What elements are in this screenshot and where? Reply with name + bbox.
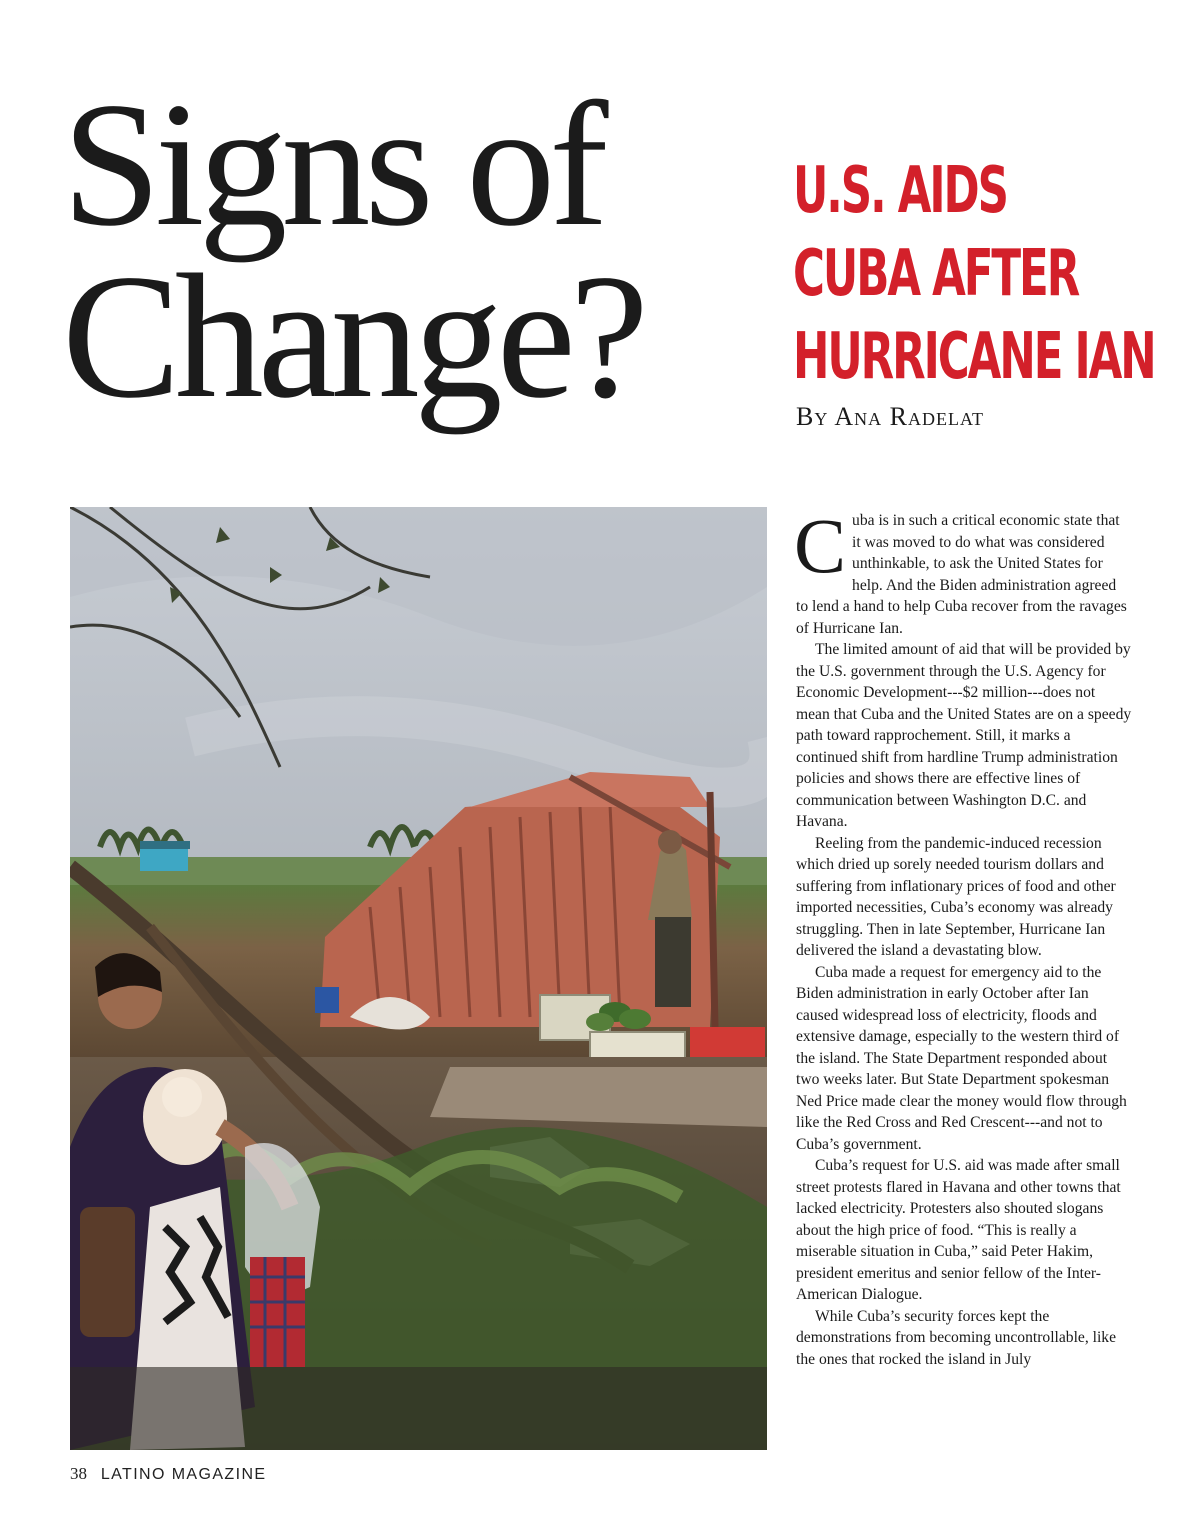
article-paragraph: Cuba made a request for emergency aid to the Biden administration in early October after Ian caused widespread loss of electricity, floods and extensive damage, especially to the western third of the island. The State Department responded about two weeks later. But State Department spokesman Ned Price made clear the money would flow through like the Red Cross and Red Crescent---and not to Cuba’s government.	[796, 963, 1127, 1153]
headline-line-1: Signs of	[62, 65, 603, 263]
article-paragraph: The limited amount of aid that will be provided by the U.S. government through the U.S. Agency for Economic Development---$2 million---does not mean that Cuba and the United States are on a speedy path toward rapprochement. Still, it marks a continued shift from hardline Trump administration policies and shows there are effective lines of communication between Washington D.C. and Havana.	[796, 641, 1132, 830]
article-paragraph: Cuba’s request for U.S. aid was made after small street protests flared in Havana and other towns that lacked electricity. Protesters also shouted slogans about the high price of food. “This is really a miserable situation in Cuba,” said Peter Hakim, president emeritus and senior fellow of the Inter-American Dialogue.	[796, 1157, 1121, 1303]
article-paragraph	[794, 502, 1132, 639]
drop-cap: C	[794, 502, 847, 589]
subheadline	[793, 150, 1155, 399]
subheadline-line-1: U.S. AIDS	[793, 154, 1007, 228]
subheadline-line-3: HURRICANE IAN	[793, 320, 1155, 394]
subheadline-line-2: CUBA AFTER	[793, 237, 1079, 311]
byline: By Ana Radelat	[796, 402, 985, 431]
page-footer	[70, 1464, 266, 1484]
article-paragraph: While Cuba’s security forces kept the demonstrations from becoming uncontrollable, like the ones that rocked the island in July	[796, 1307, 1117, 1368]
headline-line-2: Change?	[62, 237, 643, 435]
article-paragraph: Reeling from the pandemic-induced recession which dried up sorely needed tourism dollars and suffering from inflationary prices of food and other imported necessities, Cuba’s economy was already struggling. Then in late September, Hurricane Ian delivered the island a devastating blow.	[796, 834, 1116, 959]
article-body	[794, 502, 1132, 1370]
publication-name: LATINO MAGAZINE	[100, 1466, 267, 1483]
article-photo	[70, 507, 767, 1450]
headline	[62, 65, 782, 435]
page-number: 38	[70, 1464, 87, 1483]
paragraph-text: uba is in such a critical economic state that it was moved to do what was considered unthinkable, to ask the United States for help. And the Biden administration agreed to lend a hand to help Cuba recover from the ravages of Hurricane Ian.	[796, 512, 1127, 637]
